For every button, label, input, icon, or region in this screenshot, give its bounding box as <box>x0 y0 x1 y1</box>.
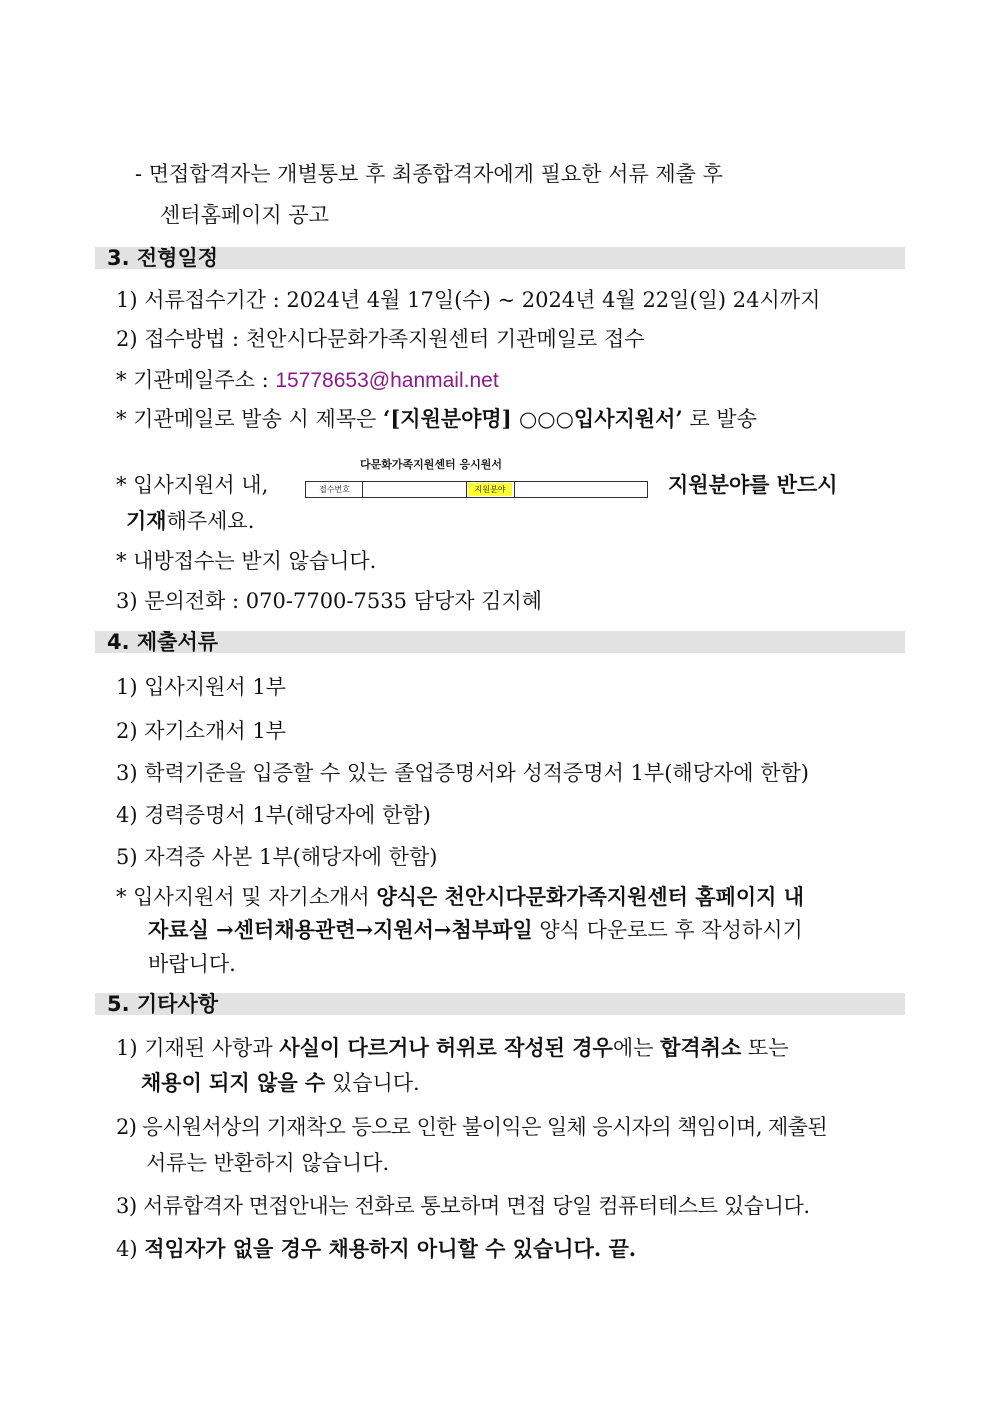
misc-item-1-line-2 <box>141 1070 420 1096</box>
mail-address: 15778653@hanmail.net <box>275 369 499 392</box>
document-item: 4) 경력증명서 1부(해당자에 한함) <box>116 803 431 827</box>
subject-suffix: 로 발송 <box>682 407 757 431</box>
misc-item-1-line-1 <box>116 1035 789 1061</box>
form-download-note-3: 바랍니다. <box>148 952 236 976</box>
misc-text: 또는 <box>741 1036 789 1060</box>
section-4-title: 4. 제출서류 <box>107 630 219 654</box>
form-cell-receipt-number: 접수번호 <box>319 485 350 494</box>
form-download-note-1 <box>116 884 804 910</box>
contact-phone: 3) 문의전화 : 070-7700-7535 담당자 김지혜 <box>116 589 543 613</box>
mail-label: * 기관메일주소 : <box>116 368 276 392</box>
form-download-note-2 <box>148 917 803 943</box>
misc-bold: 합격취소 <box>660 1035 742 1060</box>
mail-subject-line <box>116 406 757 432</box>
form-sample-box <box>305 481 648 498</box>
misc-bold: 적임자가 없을 경우 채용하지 아니할 수 있습니다. 끝. <box>144 1236 637 1261</box>
form-divider <box>514 482 515 497</box>
section-4-header <box>95 631 905 653</box>
document-item: 3) 학력기준을 입증할 수 있는 졸업증명서와 성적증명서 1부(해당자에 한함) <box>116 761 809 785</box>
form-note-prefix: * 입사지원서 내, <box>116 473 269 497</box>
misc-item-4 <box>116 1236 636 1262</box>
visit-note: * 내방접수는 받지 않습니다. <box>116 549 377 573</box>
document-item: 2) 자기소개서 1부 <box>116 719 286 743</box>
misc-text: 1) 기재된 사항과 <box>116 1036 280 1060</box>
misc-text: 에는 <box>612 1036 661 1060</box>
form-note-bold: 기재 <box>126 508 167 533</box>
form-divider <box>362 482 363 497</box>
schedule-period: 1) 서류접수기간 : 2024년 4월 17일(수) ~ 2024년 4월 22일(일) 24시까지 <box>116 288 821 312</box>
misc-item-2-line-2: 서류는 반환하지 않습니다. <box>146 1151 390 1175</box>
download-path: 자료실 →센터채용관련→지원서→첨부파일 <box>148 917 533 942</box>
section-3-title: 3. 전형일정 <box>107 246 219 270</box>
form-note-line-2 <box>126 508 254 534</box>
form-cell-field-highlight: 지원분야 <box>468 483 512 496</box>
misc-item-2-line-1: 2) 응시원서상의 기재착오 등으로 인한 불이익은 일체 응시자의 책임이며, 제출된 <box>116 1115 828 1139</box>
section-5-header <box>95 993 905 1015</box>
document-item: 1) 입사지원서 1부 <box>116 675 286 699</box>
subject-format: ‘[지원분야명] ○○○입사지원서’ <box>383 406 683 431</box>
intro-line-2: 센터홈페이지 공고 <box>160 203 329 227</box>
mail-address-line <box>116 367 499 394</box>
form-note-rest: 해주세요. <box>166 509 255 533</box>
document-item: 5) 자격증 사본 1부(해당자에 한함) <box>116 845 438 869</box>
note-rest: 양식 다운로드 후 작성하시기 <box>532 918 803 942</box>
submission-method: 2) 접수방법 : 천안시다문화가족지원센터 기관메일로 접수 <box>116 327 645 351</box>
form-title: 다문화가족지원센터 응시원서 <box>360 458 502 471</box>
section-3-header <box>95 247 905 269</box>
misc-text: 4) <box>116 1237 145 1261</box>
misc-text: 있습니다. <box>325 1071 420 1095</box>
subject-prefix: * 기관메일로 발송 시 제목은 <box>116 407 384 431</box>
misc-item-3: 3) 서류합격자 면접안내는 전화로 통보하며 면접 당일 컴퓨터테스트 있습니다. <box>116 1194 810 1218</box>
note-prefix: * 입사지원서 및 자기소개서 <box>116 885 377 909</box>
misc-bold: 사실이 다르거나 허위로 작성된 경우 <box>279 1035 613 1060</box>
section-5-title: 5. 기타사항 <box>107 992 219 1016</box>
note-bold: 양식은 천안시다문화가족지원센터 홈페이지 내 <box>376 884 805 909</box>
form-note-suffix: 지원분야를 반드시 <box>668 472 838 497</box>
intro-line-1: - 면접합격자는 개별통보 후 최종합격자에게 필요한 서류 제출 후 <box>135 162 723 186</box>
misc-bold: 채용이 되지 않을 수 <box>141 1070 326 1095</box>
form-divider <box>466 482 467 497</box>
